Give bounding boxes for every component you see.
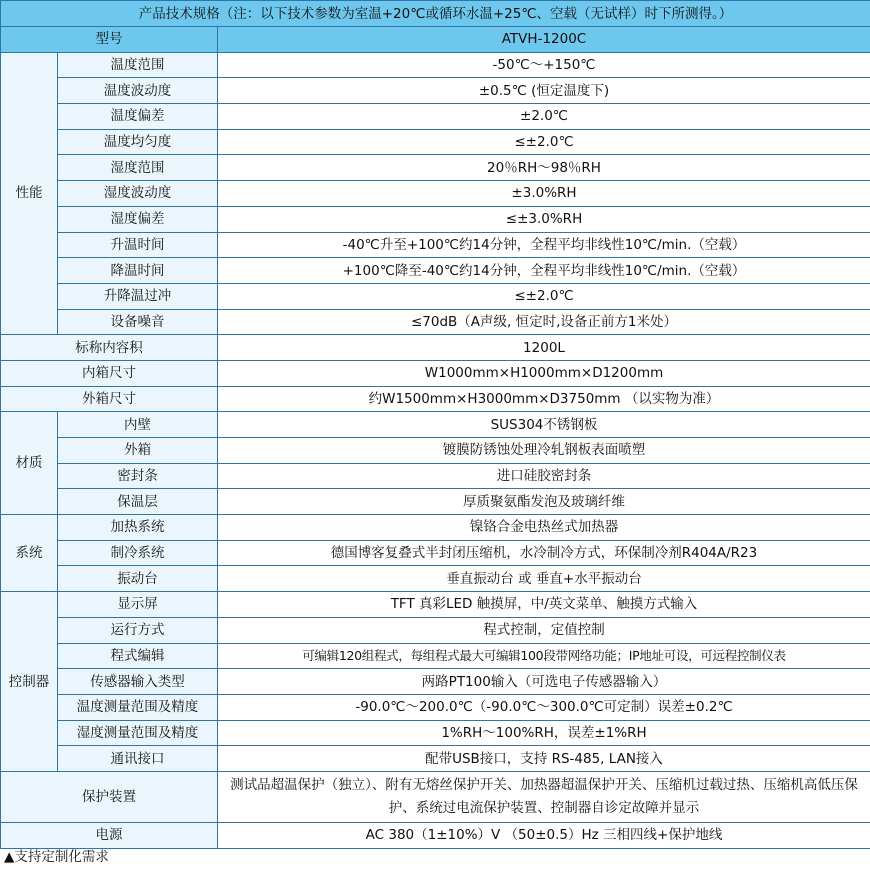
row-value: 可编辑120组程式，每组程式最大可编辑100段带网络功能；IP地址可设，可远程控制仪表	[218, 643, 870, 669]
model-label: 型号	[1, 27, 218, 53]
table-row	[1, 206, 870, 232]
table-row	[1, 181, 870, 207]
table-row	[1, 232, 870, 258]
row-label: 升降温过冲	[58, 283, 218, 309]
table-row	[1, 463, 870, 489]
row-value: 20％RH～98％RH	[218, 155, 870, 181]
row-value: ±2.0℃	[218, 104, 870, 130]
group-label-performance: 性能	[1, 52, 58, 335]
table-row	[1, 566, 870, 592]
table-row	[1, 489, 870, 515]
row-label: 温度波动度	[58, 78, 218, 104]
row-value: 厚质聚氨酯发泡及玻璃纤维	[218, 489, 870, 515]
row-label: 传感器输入类型	[58, 669, 218, 695]
table-row	[1, 720, 870, 746]
table-row	[1, 104, 870, 130]
row-value: 1%RH～100%RH，误差±1%RH	[218, 720, 870, 746]
row-label: 内壁	[58, 412, 218, 438]
row-value: 垂直振动台 或 垂直+水平振动台	[218, 566, 870, 592]
row-label: 通讯接口	[58, 746, 218, 772]
row-value: 约W1500mm×H3000mm×D3750mm （以实物为准）	[218, 386, 870, 412]
table-row	[1, 694, 870, 720]
row-value: -90.0℃～200.0℃（-90.0℃～300.0℃可定制）误差±0.2℃	[218, 694, 870, 720]
row-value: 程式控制，定值控制	[218, 617, 870, 643]
row-label: 密封条	[58, 463, 218, 489]
row-label: 内箱尺寸	[1, 360, 218, 386]
row-label: 显示屏	[58, 592, 218, 618]
table-row	[1, 335, 870, 361]
row-value: W1000mm×H1000mm×D1200mm	[218, 360, 870, 386]
row-label: 加热系统	[58, 515, 218, 541]
footnote: ▲支持定制化需求	[4, 849, 109, 865]
row-label: 湿度波动度	[58, 181, 218, 207]
row-value: 进口硅胶密封条	[218, 463, 870, 489]
row-label: 湿度偏差	[58, 206, 218, 232]
row-value: -40℃升至+100℃约14分钟，全程平均非线性10℃/min.（空载）	[218, 232, 870, 258]
row-value: 德国博客复叠式半封闭压缩机，水冷制冷方式，环保制冷剂R404A/R23	[218, 540, 870, 566]
table-row	[1, 155, 870, 181]
table-row	[1, 438, 870, 464]
row-label: 温度均匀度	[58, 129, 218, 155]
table-row	[1, 822, 870, 848]
row-label: 保温层	[58, 489, 218, 515]
table-row	[1, 283, 870, 309]
group-label-system: 系统	[1, 515, 58, 592]
row-label: 湿度测量范围及精度	[58, 720, 218, 746]
row-label: 温度偏差	[58, 104, 218, 130]
row-value: +100℃降至-40℃约14分钟，全程平均非线性10℃/min.（空载）	[218, 258, 870, 284]
row-label: 降温时间	[58, 258, 218, 284]
table-row	[1, 78, 870, 104]
row-value: ≤70dB（A声级, 恒定时,设备正前方1米处）	[218, 309, 870, 335]
row-label: 湿度范围	[58, 155, 218, 181]
row-label: 升温时间	[58, 232, 218, 258]
row-label: 制冷系统	[58, 540, 218, 566]
row-label: 运行方式	[58, 617, 218, 643]
row-label: 标称内容积	[1, 335, 218, 361]
row-value: 镀膜防锈蚀处理冷轧钢板表面喷塑	[218, 438, 870, 464]
row-label: 保护装置	[1, 771, 218, 822]
model-value: ATVH-1200C	[218, 27, 870, 53]
row-value: 镍铬合金电热丝式加热器	[218, 515, 870, 541]
table-row	[1, 258, 870, 284]
row-label: 设备噪音	[58, 309, 218, 335]
row-value: 1200L	[218, 335, 870, 361]
table-caption: 产品技术规格（注：以下技术参数为室温+20℃或循环水温+25℃、空载（无试样）时下所测得。）	[1, 1, 870, 27]
row-value: ±0.5℃ (恒定温度下)	[218, 78, 870, 104]
row-label: 电源	[1, 822, 218, 848]
table-row	[1, 515, 870, 541]
row-value: 测试品超温保护（独立）、附有无熔丝保护开关、加热器超温保护开关、压缩机过载过热、压缩机高低压保护、系统过电流保护装置、控制器自诊定故障并显示	[218, 771, 870, 822]
table-row	[1, 540, 870, 566]
row-label: 温度测量范围及精度	[58, 694, 218, 720]
row-label: 温度范围	[58, 52, 218, 78]
row-label: 振动台	[58, 566, 218, 592]
table-row	[1, 309, 870, 335]
table-row	[1, 129, 870, 155]
row-label: 外箱	[58, 438, 218, 464]
row-value: TFT 真彩LED 触摸屏，中/英文菜单、触摸方式输入	[218, 592, 870, 618]
table-row	[1, 643, 870, 669]
model-row	[1, 27, 870, 53]
row-label: 程式编辑	[58, 643, 218, 669]
row-value: AC 380（1±10%）V （50±0.5）Hz 三相四线+保护地线	[218, 822, 870, 848]
row-label: 外箱尺寸	[1, 386, 218, 412]
group-label-controller: 控制器	[1, 592, 58, 772]
table-row	[1, 360, 870, 386]
row-value: 配带USB接口，支持 RS-485, LAN接入	[218, 746, 870, 772]
row-value: SUS304不锈钢板	[218, 412, 870, 438]
table-row	[1, 412, 870, 438]
table-row	[1, 771, 870, 822]
row-value: ≤±2.0℃	[218, 283, 870, 309]
table-row	[1, 746, 870, 772]
row-value: ≤±2.0℃	[218, 129, 870, 155]
row-value: ≤±3.0%RH	[218, 206, 870, 232]
table-row	[1, 52, 870, 78]
table-row	[1, 617, 870, 643]
row-value: ±3.0%RH	[218, 181, 870, 207]
table-row	[1, 669, 870, 695]
row-value: 两路PT100输入（可选电子传感器输入）	[218, 669, 870, 695]
group-label-materials: 材质	[1, 412, 58, 515]
caption-row	[1, 1, 870, 27]
table-row	[1, 386, 870, 412]
row-value: -50℃～+150℃	[218, 52, 870, 78]
table-row	[1, 592, 870, 618]
